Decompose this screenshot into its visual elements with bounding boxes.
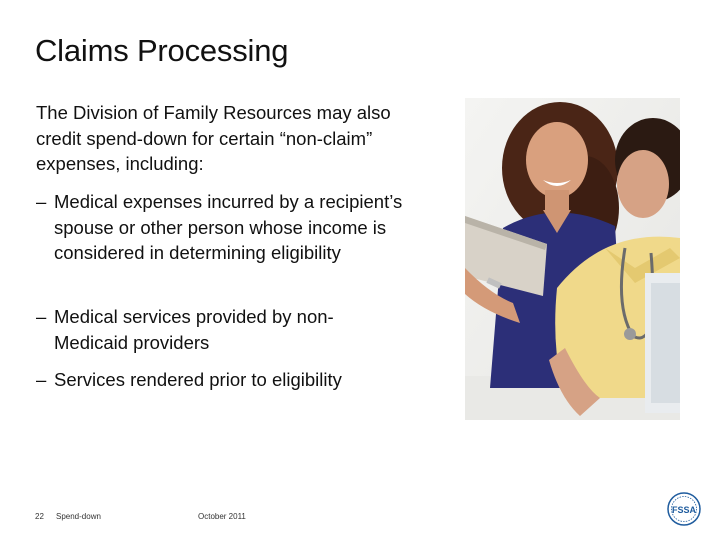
intro-paragraph: The Division of Family Resources may also credit spend-down for certain “non-claim” expenses, including:: [36, 102, 391, 174]
bullet-text: Medical services provided by non-Medicaid providers: [54, 306, 334, 353]
nurses-illustration: [465, 98, 680, 420]
bullet-text: Medical expenses incurred by a recipient’s spouse or other person whose income is considered in determining eligibility: [54, 191, 403, 263]
slide-title: Claims Processing: [35, 33, 289, 68]
bullet-marker: –: [36, 306, 47, 327]
bullet-item: [36, 189, 436, 266]
fssa-seal-icon: [667, 492, 701, 526]
bullet-text: Services rendered prior to eligibility: [54, 369, 342, 390]
bullet-marker: –: [36, 191, 47, 212]
logo-letters: FSSA: [671, 505, 697, 515]
nurses-photo: [465, 98, 680, 420]
footer-section: Spend-down: [56, 512, 101, 521]
bullet-item: [36, 304, 436, 355]
page-number: 22: [35, 512, 44, 521]
bullet-marker: –: [36, 369, 47, 390]
bullet-item: [36, 367, 436, 393]
footer-date: October 2011: [198, 512, 246, 521]
